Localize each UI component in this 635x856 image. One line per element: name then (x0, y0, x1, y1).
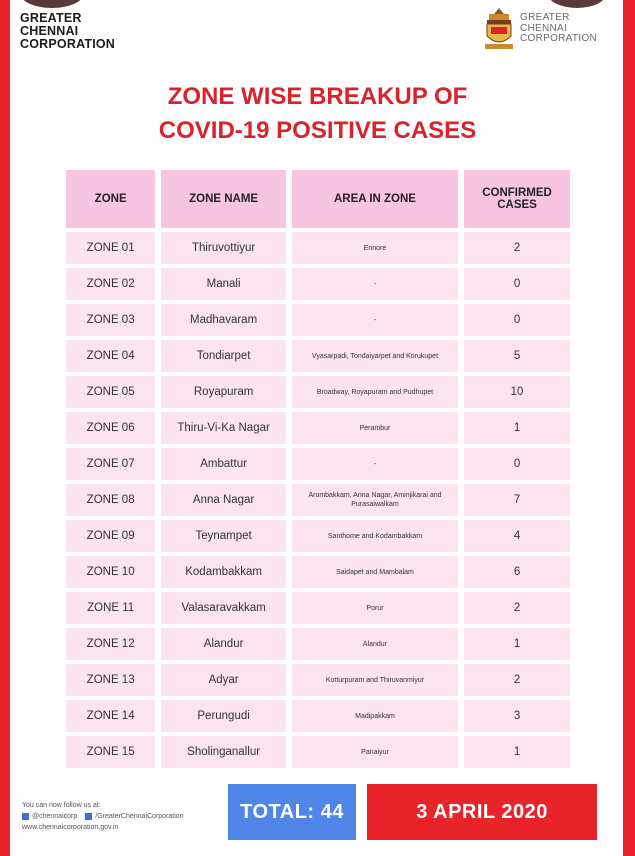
zone-cell: ZONE 02 (66, 268, 155, 300)
zone-cell: ZONE 05 (66, 376, 155, 408)
cases-cell: 1 (464, 412, 570, 444)
table-row (66, 484, 570, 516)
org-right-line3: CORPORATION (520, 33, 598, 45)
facebook-handle[interactable] (85, 811, 183, 822)
twitter-icon (22, 813, 29, 820)
area-cell: Perambur (292, 412, 458, 444)
zone-cell: ZONE 04 (66, 340, 155, 372)
zone-cell: ZONE 12 (66, 628, 155, 660)
cases-cell: 2 (464, 592, 570, 624)
table-row (66, 556, 570, 588)
zone-cell: ZONE 14 (66, 700, 155, 732)
zone-cell: ZONE 10 (66, 556, 155, 588)
area-cell: Kotturpuram and Thiruvanmiyur (292, 664, 458, 696)
table-row (66, 700, 570, 732)
cases-cell: 0 (464, 268, 570, 300)
org-left-line2: CHENNAI (20, 24, 79, 38)
cases-cell: 7 (464, 484, 570, 516)
cases-cell: 10 (464, 376, 570, 408)
zone-name-cell: Manali (161, 268, 286, 300)
table-row (66, 268, 570, 300)
title-line1: ZONE WISE BREAKUP OF (167, 83, 468, 110)
org-logo-right (482, 6, 597, 52)
zone-cases-table (60, 166, 576, 772)
twitter-handle[interactable] (22, 811, 77, 822)
social-follow-info (22, 800, 184, 833)
table-header-row (66, 170, 570, 228)
title-line2: COVID-19 POSITIVE CASES (158, 117, 477, 144)
zone-name-cell: Valasaravakkam (161, 592, 286, 624)
top-left-decoration (20, 0, 84, 8)
zone-name-cell: Thiru-Vi-Ka Nagar (161, 412, 286, 444)
cases-cell: 1 (464, 736, 570, 768)
area-cell: Arumbakkam, Anna Nagar, Aminjikarai and Purasaiwalkam (292, 484, 458, 516)
zone-cell: ZONE 06 (66, 412, 155, 444)
zone-name-cell: Alandur (161, 628, 286, 660)
area-cell: Broadway, Royapuram and Pudhupet (292, 376, 458, 408)
table-row (66, 340, 570, 372)
table-row (66, 592, 570, 624)
area-cell: - (292, 448, 458, 480)
org-left-line3: CORPORATION (20, 37, 116, 51)
cases-cell: 3 (464, 700, 570, 732)
facebook-handle-text: /GreaterChennaiCorporation (95, 813, 184, 820)
area-cell: Alandur (292, 628, 458, 660)
zone-name-cell: Thiruvottiyur (161, 232, 286, 264)
cases-cell: 2 (464, 232, 570, 264)
zone-name-cell: Sholinganallur (161, 736, 286, 768)
column-header-zone-name: ZONE NAME (161, 170, 286, 228)
zone-cell: ZONE 13 (66, 664, 155, 696)
area-cell: Saidapet and Mambalam (292, 556, 458, 588)
cases-cell: 1 (464, 628, 570, 660)
zone-cell: ZONE 08 (66, 484, 155, 516)
zone-cell: ZONE 03 (66, 304, 155, 336)
zone-name-cell: Ambattur (161, 448, 286, 480)
table-row (66, 448, 570, 480)
twitter-handle-text: @chennaicorp (32, 813, 78, 820)
column-header-area: AREA IN ZONE (292, 170, 458, 228)
area-cell: Santhome and Kodambakkam (292, 520, 458, 552)
area-cell: Panaiyur (292, 736, 458, 768)
cases-cell: 0 (464, 304, 570, 336)
website-link[interactable]: www.chennaicorporation.gov.in (22, 824, 119, 831)
table-row (66, 412, 570, 444)
column-header-zone: ZONE (66, 170, 155, 228)
zone-name-cell: Adyar (161, 664, 286, 696)
area-cell: Vyasarpadi, Tondaiyarpet and Korukupet (292, 340, 458, 372)
table-row (66, 520, 570, 552)
area-cell: Porur (292, 592, 458, 624)
table-row (66, 304, 570, 336)
table-row (66, 736, 570, 768)
table-row (66, 664, 570, 696)
corporation-emblem-icon (482, 6, 516, 52)
zone-name-cell: Perungudi (161, 700, 286, 732)
date-badge: 3 APRIL 2020 (367, 784, 597, 840)
table-row (66, 628, 570, 660)
cases-cell: 0 (464, 448, 570, 480)
zone-name-cell: Tondiarpet (161, 340, 286, 372)
zone-cell: ZONE 11 (66, 592, 155, 624)
area-cell: - (292, 304, 458, 336)
cases-cell: 6 (464, 556, 570, 588)
area-cell: Madipakkam (292, 700, 458, 732)
area-cell: - (292, 268, 458, 300)
zone-cell: ZONE 09 (66, 520, 155, 552)
org-left-line1: GREATER (20, 11, 82, 25)
zone-cell: ZONE 01 (66, 232, 155, 264)
zone-cell: ZONE 15 (66, 736, 155, 768)
zone-name-cell: Anna Nagar (161, 484, 286, 516)
cases-cell: 4 (464, 520, 570, 552)
zone-name-cell: Royapuram (161, 376, 286, 408)
table-row (66, 232, 570, 264)
column-header-cases: CONFIRMED CASES (464, 170, 570, 228)
follow-text: You can now follow us at: (22, 802, 101, 809)
page-title (0, 80, 635, 148)
zone-name-cell: Teynampet (161, 520, 286, 552)
area-cell: Ennore (292, 232, 458, 264)
total-cases-badge: TOTAL: 44 (228, 784, 356, 840)
org-name-left (20, 12, 115, 51)
org-right-line1: GREATER (520, 12, 570, 24)
facebook-icon (85, 813, 92, 820)
zone-name-cell: Kodambakkam (161, 556, 286, 588)
table-row (66, 376, 570, 408)
org-right-line2: CHENNAI (520, 22, 568, 34)
cases-cell: 5 (464, 340, 570, 372)
cases-cell: 2 (464, 664, 570, 696)
zone-name-cell: Madhavaram (161, 304, 286, 336)
zone-cell: ZONE 07 (66, 448, 155, 480)
